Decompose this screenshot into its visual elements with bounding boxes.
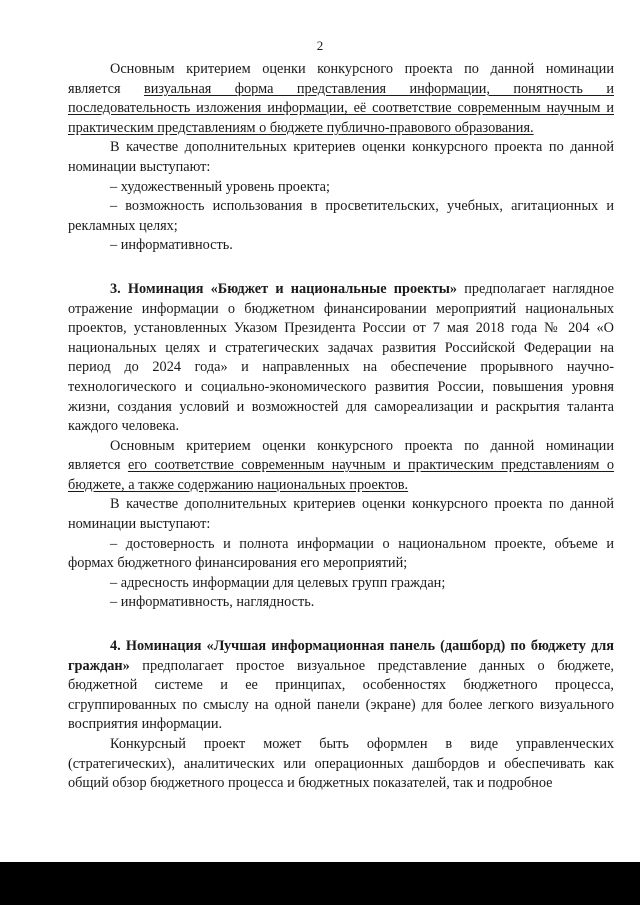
section4-text: предполагает простое визуальное представление данных о бюджете, бюджетной системе и ее принципах, особенностях бюджетного процесса, сгруппированных по смыслу на одной панели (экране) для более легкого визуального восприятия информации. [68,657,614,733]
section3-criterion-underlined: его соответствие современным научным и практическим представлениям о бюджете, а также содержанию национальных проектов. [68,457,614,493]
scan-footer-band [0,862,640,905]
section2-item-3: – информативность. [110,237,233,254]
section3-item-2: – адресность информации для целевых групп граждан; [110,574,446,591]
section2-criterion-intro: Основным критерием оценки конкурсного проекта по данной номинации является [68,61,614,97]
section3-heading: 3. Номинация «Бюджет и национальные проекты» [110,280,458,297]
section2-criterion-underlined: визуальная форма представления информации, понятность и последовательность изложения информации, её соответствие современным научным и практическим представлениям о бюджете публично-правового образования. [68,80,614,136]
page-number: 2 [316,38,324,53]
document-body [68,60,614,794]
section4-heading: 4. Номинация «Лучшая информационная панель (дашборд) по бюджету для граждан» [68,638,614,674]
section3-item-3: – информативность, наглядность. [110,594,315,611]
section2-criterion [68,60,614,138]
section3-paragraph [68,280,614,437]
section2-additional-intro: В качестве дополнительных критериев оценки конкурсного проекта по данной номинации выступают: [68,139,614,175]
section3-text: предполагает наглядное отражение информации о бюджетном финансировании мероприятий национальных проектов, установленных Указом Президента России от 7 мая 2018 года № 204 «О национальных целях и стратегических задачах развития Российской Федерации на период до 2024 года» и направленных на обеспечение прорывного научно-технологического и социально-экономического развития России, повышения уровня жизни, создания условий и возможностей для самореализации и раскрытия таланта каждого человека. [68,280,614,435]
section2-item-1: – художественный уровень проекта; [110,178,330,195]
section2-item-2: – возможность использования в просветительских, учебных, агитационных и рекламных целях; [68,198,614,234]
section3-additional-intro: В качестве дополнительных критериев оценки конкурсного проекта по данной номинации выступают: [68,496,614,533]
section3-criterion [68,437,614,496]
section3-criterion-intro: Основным критерием оценки конкурсного проекта по данной номинации является [68,437,614,474]
section4-paragraph [68,637,614,735]
section4-paragraph-2: Конкурсный проект может быть оформлен в виде управленческих (стратегических), аналитических или операционных дашбордов и обеспечивать как общий обзор бюджетного процесса и бюджетных показателей, так и подробное [68,736,614,792]
section3-item-1: – достоверность и полнота информации о национальном проекте, объеме и формах бюджетного финансирования его мероприятий; [68,535,614,572]
